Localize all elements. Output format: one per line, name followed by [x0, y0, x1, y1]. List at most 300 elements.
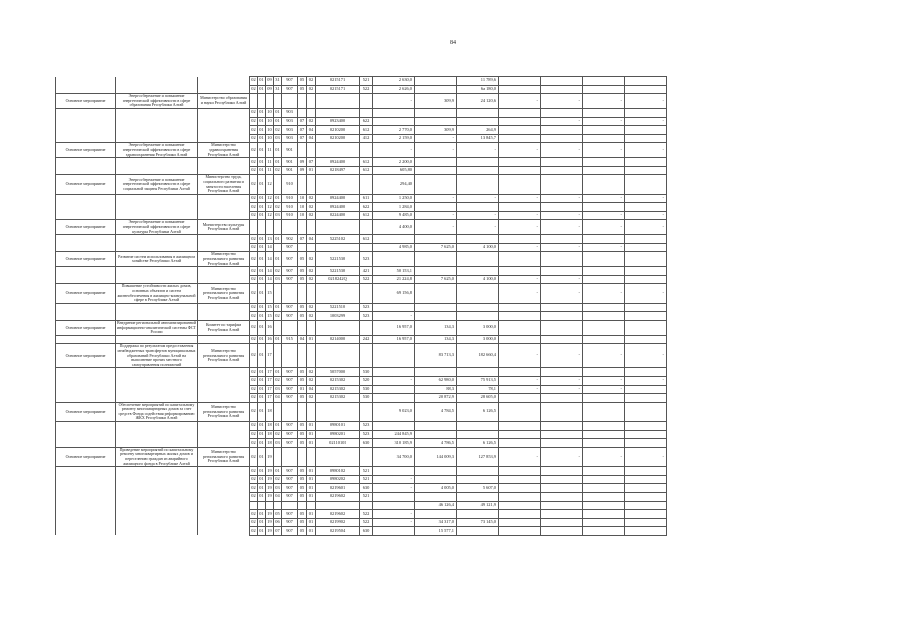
amount-cell: - — [373, 484, 415, 493]
code-cell: 05 — [298, 510, 307, 519]
amount-cell: - — [415, 143, 457, 158]
code-cell: 18 — [266, 422, 274, 431]
event-name-cell: Проведение мероприятий по капитальному ремонту многоквартирных жилых домов и переселению граждан из аварийного жилищного фонда в Республике Алтай — [116, 447, 198, 466]
code-cell: 07 — [298, 126, 307, 135]
event-type-cell: Основное мероприятие — [56, 284, 116, 303]
amount-cell — [457, 284, 499, 303]
amount-cell — [415, 252, 457, 267]
code-cell: 02 — [250, 394, 258, 403]
executor-cell — [198, 85, 250, 94]
amount-cell: - — [583, 243, 625, 252]
code-cell: 02 — [250, 117, 258, 126]
amount-cell: - — [373, 475, 415, 484]
executor-cell — [198, 267, 250, 276]
code-cell: 05 — [298, 267, 307, 276]
event-name-cell — [116, 376, 198, 385]
event-name-cell — [116, 108, 198, 117]
code-cell: 02 — [307, 211, 316, 220]
code-cell: 10 — [266, 117, 274, 126]
amount-cell: - — [625, 447, 667, 466]
amount-cell — [457, 158, 499, 167]
amount-cell: - — [541, 284, 583, 303]
amount-cell: 4 100,0 — [457, 275, 499, 284]
code-cell — [282, 344, 298, 368]
code-cell — [316, 320, 360, 335]
code-cell: 01 — [258, 344, 266, 368]
amount-cell: 264,9 — [457, 126, 499, 135]
executor-cell — [198, 439, 250, 448]
amount-cell — [583, 303, 625, 312]
executor-cell — [198, 275, 250, 284]
code-cell: 01 — [274, 235, 282, 244]
code-cell: 01 — [258, 527, 266, 536]
code-cell — [298, 220, 307, 235]
event-name-cell — [116, 439, 198, 448]
code-cell: 01 — [258, 126, 266, 135]
code-cell — [307, 220, 316, 235]
table-row — [56, 368, 667, 377]
amount-cell — [457, 117, 499, 126]
amount-cell: 309,9 — [415, 94, 457, 109]
amount-cell: - — [541, 220, 583, 235]
code-cell: 907 — [282, 467, 298, 476]
amount-cell — [583, 275, 625, 284]
code-cell: 907 — [282, 439, 298, 448]
code-cell: 01 — [274, 252, 282, 267]
code-cell: 0211010I — [316, 439, 360, 448]
table-row — [56, 134, 667, 143]
event-name-cell — [116, 126, 198, 135]
amount-cell: - — [583, 220, 625, 235]
amount-cell: - — [541, 275, 583, 284]
code-cell — [282, 402, 298, 421]
code-cell: 04 — [307, 134, 316, 143]
amount-cell: - — [415, 194, 457, 203]
table-row — [56, 85, 667, 94]
code-cell — [282, 94, 298, 109]
code-cell: 17 — [266, 368, 274, 377]
event-name-cell — [116, 467, 198, 476]
code-cell — [282, 284, 298, 303]
code-cell: 522 — [360, 275, 373, 284]
amount-cell — [625, 501, 667, 510]
amount-cell: 1 284,0 — [373, 203, 415, 212]
amount-cell: 182 660,4 — [457, 344, 499, 368]
amount-cell — [625, 126, 667, 135]
amount-cell: 75 913,5 — [457, 376, 499, 385]
code-cell: 522 — [360, 510, 373, 519]
amount-cell — [499, 267, 541, 276]
amount-cell — [541, 467, 583, 476]
amount-cell: 1 250,0 — [373, 194, 415, 203]
amount-cell — [373, 303, 415, 312]
code-cell: 902 — [282, 235, 298, 244]
amount-cell — [541, 108, 583, 117]
amount-cell: 73 145,0 — [457, 518, 499, 527]
amount-cell: 2 770,0 — [373, 126, 415, 135]
code-cell: 02 — [250, 368, 258, 377]
amount-cell — [541, 267, 583, 276]
event-type-cell — [56, 484, 116, 493]
code-cell: 31 — [274, 77, 282, 86]
code-cell: 903 — [282, 126, 298, 135]
executor-cell — [198, 430, 250, 439]
code-cell: 12 — [266, 194, 274, 203]
event-type-cell — [56, 158, 116, 167]
amount-cell — [457, 175, 499, 194]
code-cell: 02 — [250, 194, 258, 203]
table-row — [56, 376, 667, 385]
amount-cell: - — [499, 143, 541, 158]
code-cell: 02 — [250, 126, 258, 135]
code-cell: 02 — [274, 312, 282, 321]
table-row — [56, 394, 667, 403]
code-cell: 910 — [282, 194, 298, 203]
event-type-cell — [56, 439, 116, 448]
event-type-cell — [56, 467, 116, 476]
code-cell: 907 — [282, 312, 298, 321]
code-cell: 01 — [258, 422, 266, 431]
code-cell: 02 — [250, 484, 258, 493]
code-cell — [307, 175, 316, 194]
code-cell: 01 — [258, 275, 266, 284]
code-cell: 907 — [282, 85, 298, 94]
event-type-cell — [56, 527, 116, 536]
amount-cell: - — [541, 385, 583, 394]
code-cell: 02 — [307, 394, 316, 403]
amount-cell — [373, 117, 415, 126]
code-cell: 0980201 — [316, 430, 360, 439]
code-cell: 05 — [298, 303, 307, 312]
code-cell: 03 — [274, 211, 282, 220]
amount-cell — [625, 85, 667, 94]
code-cell: 12 — [266, 203, 274, 212]
code-cell — [307, 108, 316, 117]
code-cell: 04 — [298, 335, 307, 344]
amount-cell — [583, 126, 625, 135]
executor-cell — [198, 501, 250, 510]
code-cell: 02 — [250, 402, 258, 421]
amount-cell: - — [457, 194, 499, 203]
code-cell — [307, 243, 316, 252]
code-cell: 910 — [282, 203, 298, 212]
event-type-cell — [56, 211, 116, 220]
amount-cell: 15 577,1 — [415, 527, 457, 536]
code-cell: 12 — [266, 211, 274, 220]
code-cell — [274, 501, 282, 510]
code-cell: 18 — [266, 439, 274, 448]
amount-cell — [373, 368, 415, 377]
code-cell: 630 — [360, 527, 373, 536]
event-name-cell: Энергосбережение и повышение энергетической эффективности в сфере социальной защиты Республики Алтай — [116, 175, 198, 194]
code-cell — [274, 402, 282, 421]
code-cell: 02 — [250, 252, 258, 267]
code-cell — [316, 344, 360, 368]
amount-cell — [499, 108, 541, 117]
amount-cell — [541, 518, 583, 527]
amount-cell — [583, 467, 625, 476]
code-cell: 611 — [360, 194, 373, 203]
code-cell — [307, 94, 316, 109]
code-cell: 14 — [266, 243, 274, 252]
code-cell: 02 — [250, 320, 258, 335]
amount-cell — [541, 335, 583, 344]
amount-cell: - — [499, 194, 541, 203]
table-row — [56, 527, 667, 536]
event-name-cell — [116, 312, 198, 321]
amount-cell: 4 400,0 — [373, 220, 415, 235]
table-row — [56, 211, 667, 220]
code-cell: 09 — [298, 158, 307, 167]
code-cell — [316, 175, 360, 194]
event-type-cell — [56, 335, 116, 344]
code-cell — [307, 320, 316, 335]
executor-cell — [198, 134, 250, 143]
code-cell: 412 — [360, 134, 373, 143]
code-cell: 02 — [274, 267, 282, 276]
event-type-cell: Основное мероприятие — [56, 220, 116, 235]
executor-cell: Министерство образования и науки Республики Алтай — [198, 94, 250, 109]
amount-cell — [625, 475, 667, 484]
amount-cell — [373, 235, 415, 244]
amount-cell: - — [373, 510, 415, 519]
executor-cell — [198, 385, 250, 394]
amount-cell — [625, 243, 667, 252]
event-type-cell — [56, 134, 116, 143]
amount-cell — [373, 344, 415, 368]
amount-cell — [415, 108, 457, 117]
amount-cell — [583, 501, 625, 510]
code-cell: 17 — [266, 394, 274, 403]
amount-cell — [415, 158, 457, 167]
amount-cell — [583, 510, 625, 519]
code-cell: 04 — [274, 493, 282, 502]
code-cell: 05 — [298, 368, 307, 377]
code-cell: 04 — [307, 126, 316, 135]
code-cell: 02 — [274, 126, 282, 135]
event-name-cell — [116, 243, 198, 252]
event-name-cell — [116, 194, 198, 203]
executor-cell: Министерство здравоохранения Республики Алтай — [198, 143, 250, 158]
code-cell: 901 — [282, 158, 298, 167]
code-cell: 622 — [360, 117, 373, 126]
code-cell — [258, 501, 266, 510]
amount-cell — [415, 85, 457, 94]
code-cell: 01 — [258, 267, 266, 276]
event-name-cell — [116, 267, 198, 276]
code-cell: 907 — [282, 518, 298, 527]
code-cell — [316, 243, 360, 252]
code-cell: 0980101 — [316, 422, 360, 431]
code-cell: 0215171 — [316, 85, 360, 94]
code-cell: 04 — [307, 235, 316, 244]
code-cell: 01 — [307, 484, 316, 493]
event-type-cell — [56, 267, 116, 276]
code-cell — [298, 447, 307, 466]
code-cell: 02 — [250, 158, 258, 167]
code-cell: 05 — [298, 527, 307, 536]
amount-cell: - — [625, 211, 667, 220]
amount-cell: - — [415, 211, 457, 220]
executor-cell — [198, 117, 250, 126]
code-cell: 01 — [258, 376, 266, 385]
code-cell: 02 — [307, 117, 316, 126]
amount-cell: - — [625, 194, 667, 203]
table-row — [56, 344, 667, 368]
amount-cell — [499, 510, 541, 519]
code-cell: 01 — [258, 194, 266, 203]
code-cell: 530 — [360, 394, 373, 403]
code-cell: 02 — [250, 510, 258, 519]
amount-cell: 24 120,6 — [457, 94, 499, 109]
code-cell: 02 — [274, 166, 282, 175]
code-cell: 02 — [307, 85, 316, 94]
code-cell: 907 — [282, 510, 298, 519]
event-name-cell — [116, 117, 198, 126]
amount-cell — [541, 166, 583, 175]
amount-cell — [541, 501, 583, 510]
event-name-cell — [116, 158, 198, 167]
code-cell: 01 — [307, 166, 316, 175]
code-cell — [298, 501, 307, 510]
amount-cell — [583, 422, 625, 431]
amount-cell — [499, 335, 541, 344]
code-cell: 01 — [258, 85, 266, 94]
code-cell: 02 — [250, 312, 258, 321]
amount-cell — [457, 475, 499, 484]
amount-cell — [415, 368, 457, 377]
event-type-cell — [56, 430, 116, 439]
event-type-cell — [56, 510, 116, 519]
code-cell: 02 — [250, 166, 258, 175]
amount-cell — [583, 166, 625, 175]
amount-cell — [625, 335, 667, 344]
amount-cell: - — [583, 117, 625, 126]
code-cell — [274, 320, 282, 335]
amount-cell: 21 224,8 — [373, 275, 415, 284]
code-cell: 612 — [360, 126, 373, 135]
amount-cell — [625, 267, 667, 276]
table-row — [56, 243, 667, 252]
code-cell: 16 — [266, 320, 274, 335]
amount-cell — [541, 439, 583, 448]
code-cell — [307, 344, 316, 368]
amount-cell — [457, 430, 499, 439]
amount-cell: 34 700,0 — [373, 447, 415, 466]
code-cell: 05 — [298, 394, 307, 403]
table-row — [56, 166, 667, 175]
amount-cell — [541, 303, 583, 312]
code-cell — [360, 220, 373, 235]
amount-cell: 4 784,5 — [415, 402, 457, 421]
code-cell: 612 — [360, 166, 373, 175]
executor-cell — [198, 312, 250, 321]
amount-cell: - — [499, 94, 541, 109]
amount-cell: 2 159,0 — [373, 134, 415, 143]
amount-cell — [583, 430, 625, 439]
amount-cell — [457, 422, 499, 431]
amount-cell — [541, 493, 583, 502]
code-cell — [360, 243, 373, 252]
table-row — [56, 484, 667, 493]
amount-cell — [583, 475, 625, 484]
amount-cell — [457, 303, 499, 312]
amount-cell — [583, 252, 625, 267]
code-cell: 01 — [258, 394, 266, 403]
event-type-cell — [56, 394, 116, 403]
executor-cell — [198, 368, 250, 377]
table-row — [56, 117, 667, 126]
amount-cell: 9 023,0 — [373, 402, 415, 421]
code-cell: 01 — [274, 467, 282, 476]
amount-cell — [583, 267, 625, 276]
amount-cell: - — [541, 143, 583, 158]
event-name-cell — [116, 275, 198, 284]
event-name-cell: Развитие систем использования в жилищном хозяйстве Республики Алтай — [116, 252, 198, 267]
amount-cell: - — [373, 518, 415, 527]
code-cell: 01 — [258, 211, 266, 220]
code-cell: 530 — [360, 368, 373, 377]
code-cell: 02 — [250, 493, 258, 502]
event-name-cell: Энергосбережение и повышение энергетической эффективности в сфере образования Республики Алтай — [116, 94, 198, 109]
amount-cell — [583, 175, 625, 194]
event-type-cell — [56, 475, 116, 484]
event-type-cell: Основное мероприятие — [56, 94, 116, 109]
amount-cell — [625, 275, 667, 284]
amount-cell: - — [583, 94, 625, 109]
code-cell: 01 — [274, 143, 282, 158]
amount-cell: 6 126,5 — [457, 402, 499, 421]
code-cell: 01 — [258, 243, 266, 252]
code-cell: 10 — [266, 108, 274, 117]
code-cell: 02 — [250, 143, 258, 158]
code-cell: 02 — [250, 235, 258, 244]
code-cell: 02 — [307, 203, 316, 212]
code-cell: 630 — [360, 439, 373, 448]
code-cell — [316, 94, 360, 109]
amount-cell — [415, 510, 457, 519]
code-cell: 02 — [250, 518, 258, 527]
code-cell: 05 — [274, 510, 282, 519]
code-cell: 05 — [298, 77, 307, 86]
amount-cell — [415, 117, 457, 126]
amount-cell: - — [625, 143, 667, 158]
amount-cell — [499, 235, 541, 244]
code-cell: 521 — [360, 493, 373, 502]
code-cell: 02 — [250, 284, 258, 303]
code-cell — [298, 175, 307, 194]
code-cell: 05 — [298, 85, 307, 94]
amount-cell: - — [583, 211, 625, 220]
table-row — [56, 94, 667, 109]
code-cell: 02 — [274, 475, 282, 484]
code-cell: 01 — [307, 467, 316, 476]
executor-cell — [198, 335, 250, 344]
amount-cell: 6 126,5 — [457, 439, 499, 448]
code-cell — [274, 284, 282, 303]
amount-cell — [541, 484, 583, 493]
code-cell: 02 — [250, 422, 258, 431]
code-cell — [266, 94, 274, 109]
code-cell: 01 — [258, 368, 266, 377]
amount-cell: - — [499, 243, 541, 252]
code-cell: 09 — [266, 77, 274, 86]
table-row — [56, 320, 667, 335]
page-number: 84 — [450, 40, 456, 46]
event-name-cell — [116, 484, 198, 493]
code-cell: 01 — [307, 527, 316, 536]
event-name-cell: Энергосбережение и повышение энергетической эффективности в сфере культуры Республики Алтай — [116, 220, 198, 235]
